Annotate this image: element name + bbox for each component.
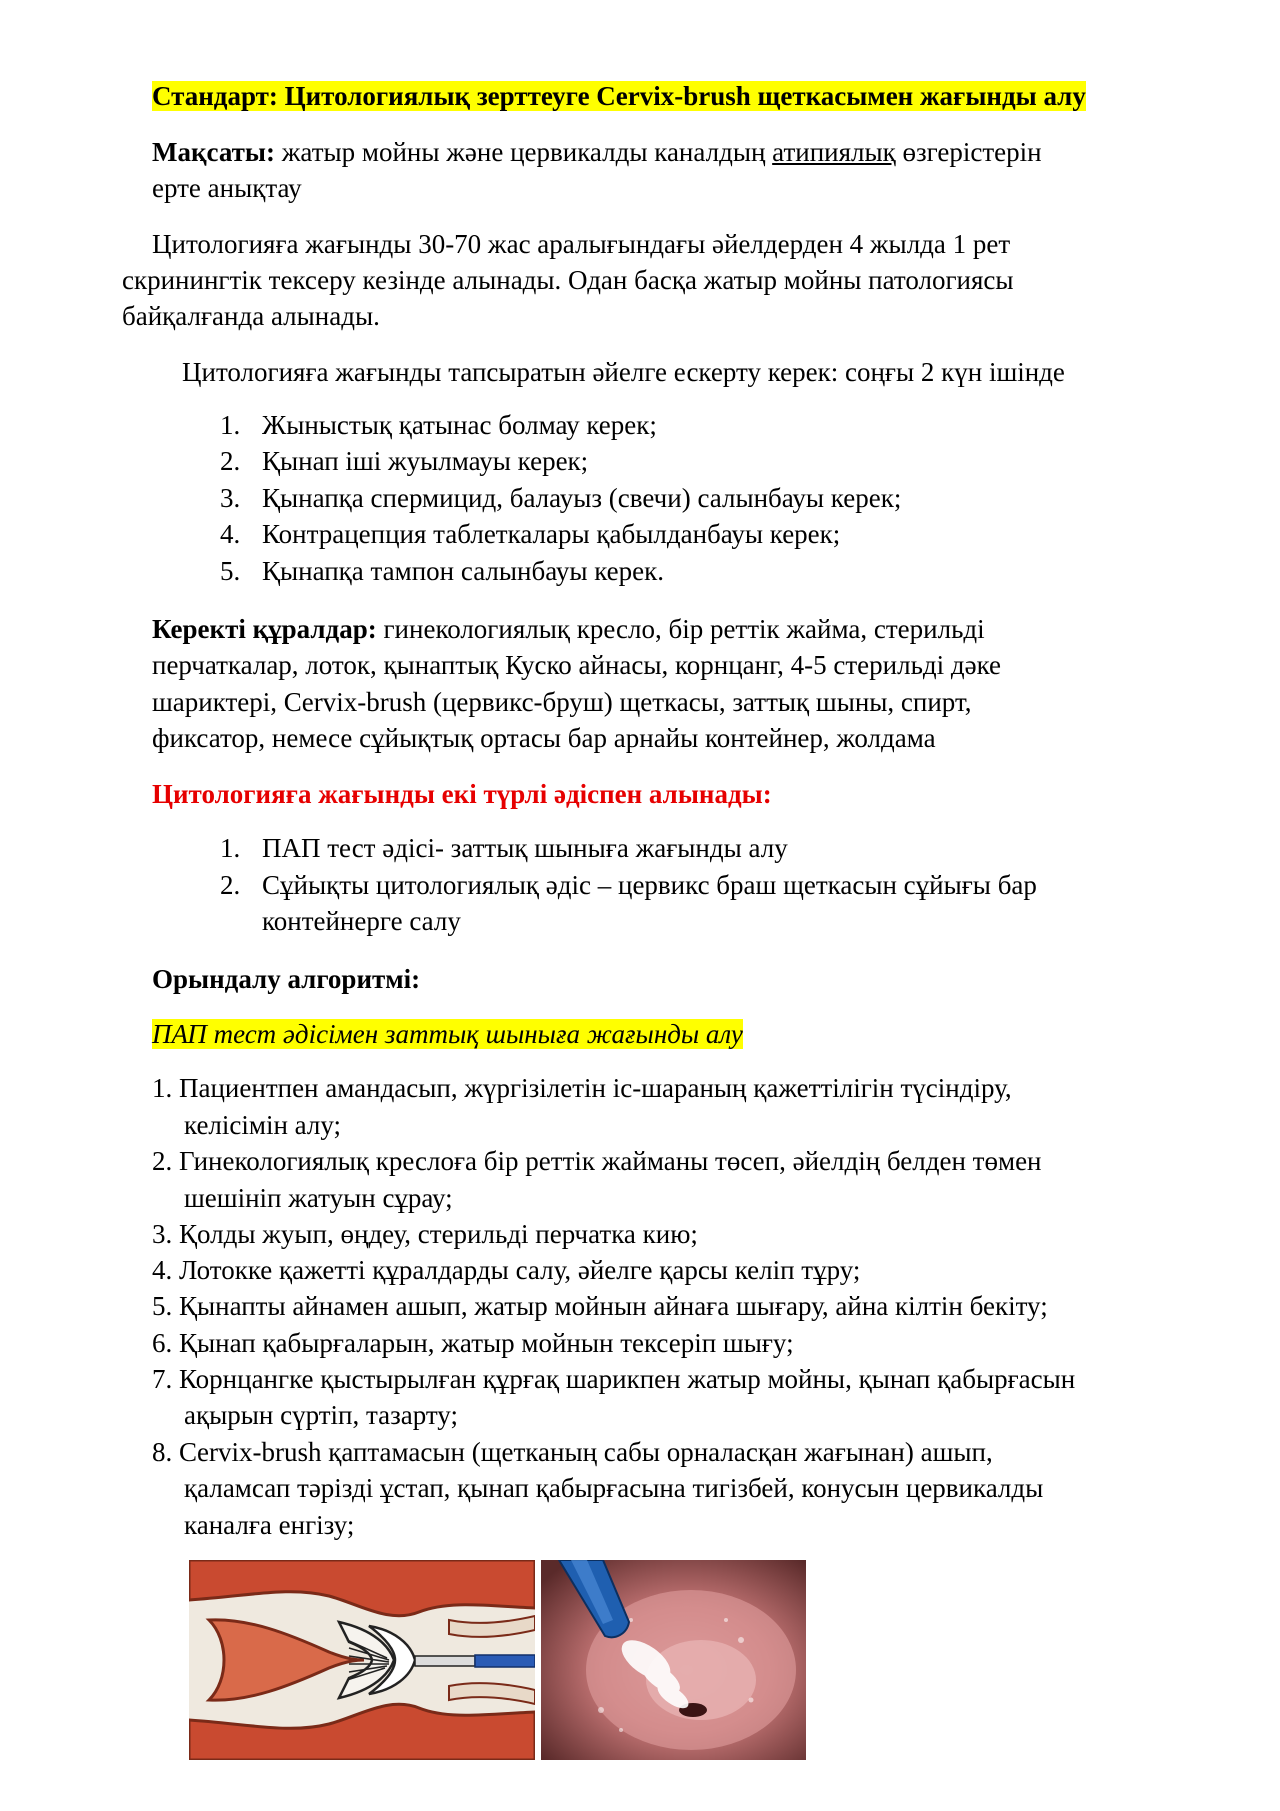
list-item: Қынап іші жуылмауы керек;	[262, 446, 589, 476]
list-item: Сұйықты цитологиялық әдіс – цервикс браш щеткасын сұйығы бар	[262, 870, 1037, 900]
step-text: Корнцангке қыстырылған құрғақ шарикпен жатыр мойны, қынап қабырғасын	[179, 1364, 1076, 1394]
list-item: Контрацепция таблеткалары қабылданбауы керек;	[262, 519, 841, 549]
para1-line-1: Цитологияға жағынды 30-70 жас аралығындағы әйелдерден 4 жылда 1 рет	[152, 229, 1011, 259]
para1-line-3: байқалғанда алынады.	[122, 301, 380, 331]
cervix-brush-photo	[541, 1560, 806, 1760]
pap-heading-text: ПАП тест әдісімен заттық шыныға жағынды алу	[152, 1019, 743, 1049]
step-cont: шешініп жатуын сұрау;	[184, 1183, 453, 1213]
step-line	[152, 1143, 1042, 1180]
step-num: 4.	[152, 1255, 173, 1285]
purpose-text-2: өзгерістерін	[895, 137, 1042, 167]
list-item-num: 2.	[220, 870, 241, 900]
step-cont: ақырын сүртіп, тазарту;	[184, 1400, 458, 1430]
cervix-brush-photo-svg	[541, 1560, 806, 1760]
list-item-cont: контейнерге салу	[262, 906, 461, 936]
step-text: Қынап қабырғаларын, жатыр мойнын тексеріп шығу;	[179, 1328, 794, 1358]
step-cont: келісімін алу;	[184, 1110, 342, 1140]
step-text: Пациентпен амандасып, жүргізілетін іс-шараның қажеттілігін түсіндіру,	[179, 1073, 1012, 1103]
purpose-text-1: жатыр мойны және цервикалды каналдың	[275, 137, 773, 167]
pap-heading	[152, 1016, 743, 1053]
step-num: 6.	[152, 1328, 173, 1358]
cervix-brush-diagram-svg	[189, 1560, 535, 1760]
list-item-num: 1.	[220, 833, 241, 863]
tools-line-3: шариктері, Cervix-brush (цервикс-бруш) щеткасы, заттық шыны, спирт,	[152, 687, 972, 717]
step-text: Қолды жуып, өңдеу, стерильді перчатка кию;	[179, 1219, 698, 1249]
step-line	[152, 1216, 698, 1253]
step-cont: қаламсап тәрізді ұстап, қынап қабырғасына тигізбей, конусын цервикалды	[184, 1473, 1044, 1503]
step-cont: каналға енгізу;	[184, 1510, 355, 1540]
title-text: Стандарт: Цитологиялық зерттеуге Cervix-brush щеткасымен жағынды алу	[152, 81, 1086, 111]
step-num: 1.	[152, 1073, 173, 1103]
step-num: 8.	[152, 1437, 173, 1467]
list-item-num: 3.	[220, 483, 241, 513]
step-num: 3.	[152, 1219, 173, 1249]
list-item-num: 2.	[220, 446, 241, 476]
step-text: Лотокке қажетті құралдарды салу, әйелге қарсы келіп тұру;	[179, 1255, 861, 1285]
list-item: Қынапқа тампон салынбауы керек.	[262, 556, 664, 586]
tools-line-1	[152, 611, 985, 648]
tools-line-4: фиксатор, немесе сұйықтық ортасы бар арнайы контейнер, жолдама	[152, 723, 936, 753]
purpose-line-1	[152, 134, 1042, 171]
list-item-num: 1.	[220, 410, 241, 440]
step-num: 7.	[152, 1364, 173, 1394]
step-line	[152, 1361, 1075, 1398]
warning-intro: Цитологияға жағынды тапсыратын әйелге ескерту керек: соңғы 2 күн ішінде	[182, 357, 1065, 387]
step-num: 2.	[152, 1146, 173, 1176]
step-line	[152, 1325, 794, 1362]
step-line	[152, 1252, 860, 1289]
list-item-num: 4.	[220, 519, 241, 549]
list-item: ПАП тест әдісі- заттық шыныға жағынды алу	[262, 833, 788, 863]
cervix-brush-diagram	[189, 1560, 535, 1760]
tools-label: Керекті құралдар:	[152, 614, 377, 644]
step-text: Гинекологиялық креслоға бір реттік жайманы төсеп, әйелдің белден төмен	[179, 1146, 1042, 1176]
purpose-line-2: ерте анықтау	[152, 173, 302, 203]
tools-text-1: гинекологиялық кресло, бір реттік жайма, стерильді	[376, 614, 985, 644]
methods-heading: Цитологияға жағынды екі түрлі әдіспен алынады:	[152, 779, 772, 809]
list-item: Қынапқа спермицид, балауыз (свечи) салынбауы керек;	[262, 483, 902, 513]
purpose-underlined: атипиялық	[772, 137, 896, 167]
step-num: 5.	[152, 1291, 173, 1321]
step-line	[152, 1288, 1048, 1325]
list-item: Жыныстық қатынас болмау керек;	[262, 410, 657, 440]
para1-line-2: скринингтік тексеру кезінде алынады. Одан басқа жатыр мойны патологиясы	[122, 265, 1014, 295]
tools-line-2: перчаткалар, лоток, қынаптық Куско айнасы, корнцанг, 4-5 стерильді дәке	[152, 650, 1002, 680]
step-line	[152, 1070, 1012, 1107]
step-text: Cervix-brush қаптамасын (щетканың сабы орналасқан жағынан) ашып,	[179, 1437, 993, 1467]
step-text: Қынапты айнамен ашып, жатыр мойнын айнаға шығару, айна кілтін бекіту;	[179, 1291, 1048, 1321]
list-item-num: 5.	[220, 556, 241, 586]
step-line	[152, 1434, 993, 1471]
purpose-label: Мақсаты:	[152, 137, 275, 167]
document-title	[152, 78, 1086, 115]
algorithm-heading: Орындалу алгоритмі:	[152, 964, 421, 994]
